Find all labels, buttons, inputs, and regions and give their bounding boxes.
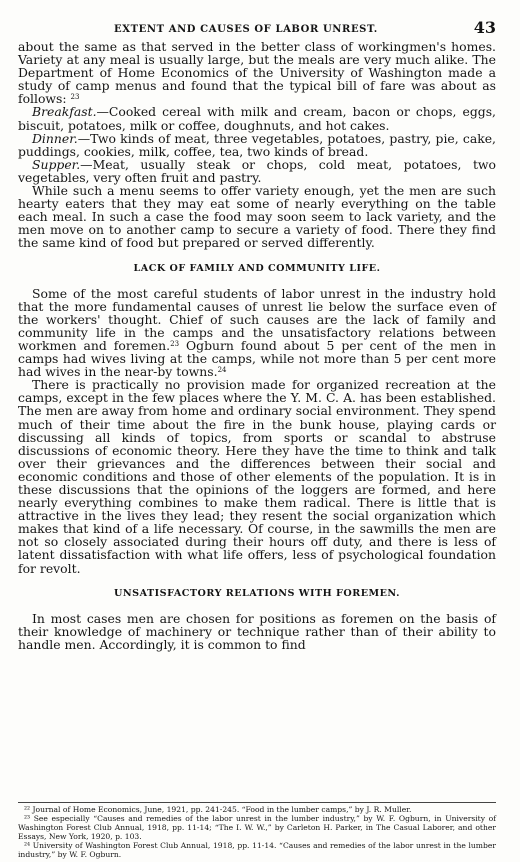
footnote-ref: 23 <box>70 93 80 102</box>
intro-paragraph <box>18 40 496 105</box>
meal-name: Supper. <box>32 156 81 172</box>
footnote-ref: 24 <box>217 366 227 375</box>
meal-items: —Meat, usually steak or chops, cold meat, potatoes, two vegetables, very often fruit and pastry. <box>18 156 496 185</box>
menu-dinner <box>18 132 496 158</box>
foremen-paragraph-1: In most cases men are chosen for positions as foremen on the basis of their knowledge of machinery or technique rather than of their ability to handle men. Accordingly, it is common to find <box>18 610 496 652</box>
body-text <box>18 40 496 651</box>
running-head: EXTENT AND CAUSES OF LABOR UNREST. <box>114 24 378 35</box>
section-heading-family: LACK OF FAMILY AND COMMUNITY LIFE. <box>133 262 381 274</box>
meal-name: Breakfast. <box>32 104 97 120</box>
family-paragraph-2: There is practically no provision made for organized recreation at the camps, except in the few places where the Y. M. C. A. has been established. The men are away from home and ordinary social environment. They spend much of their time about the fire in the bunk house, playing cards or discussing all kinds of topics, from sports or scandal to abstruse discussions of economic theory. Here they have the time to think and talk over their grievances and the differences between their social and economic conditions and those of other elements of the population. It is in these discussions that the opinions of the loggers are formed, and here nearly everything combines to make them radical. There is little that is attractive in the lives they lead; they resent the social organization which makes that kind of a life necessary. Of course, in the sawmills the men are not so closely associated during their hours off duty, and there is less of latent dissatisfaction with what life offers, less of psychological foundation for revolt. <box>18 377 496 576</box>
footnote-ref: 23 <box>170 339 180 348</box>
family-paragraph-1 <box>18 287 496 379</box>
menu-breakfast <box>18 105 496 131</box>
footnotes <box>18 802 496 860</box>
section-heading-foremen: UNSATISFACTORY RELATIONS WITH FOREMEN. <box>114 587 400 599</box>
meal-items: —Cooked cereal with milk and cream, bacon or chops, eggs, biscuit, potatoes, milk or coffee, doughnuts, and hot cakes. <box>18 104 496 133</box>
intro-text: about the same as that served in the better class of workingmen's homes. Variety at any meal is usually large, but the meals are very much alike. The Department of Home Economics of the University of Washington made a study of camp menus and found that the typical bill of fare was about as follows: <box>18 39 496 107</box>
footnote: ²³ See especially “Causes and remedies of the labor unrest in the lumber industry,” by W. F. Ogburn, in University of Washington Forest Club Annual, 1918, pp. 11-14; “The I. W. W.,” by Carleton H. Parker, in The Casual Laborer, and other Essays, New York, 1920, p. 103. <box>18 814 496 842</box>
variety-paragraph: While such a menu seems to offer variety enough, yet the men are such hearty eaters that they may eat some of nearly everything on the table each meal. In such a case the food may soon seem to lack variety, and the men move on to another camp to secure a variety of food. There they find the same kind of food but prepared or served differently. <box>18 183 496 251</box>
family-text-b: Ogburn found about 5 per cent of the men in camps had wives living at the camps, while not more than 5 per cent more had wives in the near-by towns. <box>18 337 496 380</box>
meal-items: —Two kinds of meat, three vegetables, potatoes, pastry, pie, cake, puddings, cookies, milk, coffee, tea, two kinds of bread. <box>18 130 496 159</box>
family-text-a: Some of the most careful students of labor unrest in the industry hold that the more fundamental causes of unrest lie below the surface even of the workers' thought. Chief of such causes are the lack of family and community life in the camps and the unsatisfactory relations between workmen and foremen. <box>18 285 496 353</box>
menu-supper <box>18 158 496 184</box>
meal-name: Dinner. <box>32 130 78 146</box>
footnote: ²⁴ University of Washington Forest Club Annual, 1918, pp. 11-14. “Causes and remedies of the labor unrest in the lumber industry,” by W. F. Ogburn. <box>18 841 496 860</box>
page-header <box>18 14 496 40</box>
footnote: ²² Journal of Home Economics, June, 1921, pp. 241-245. “Food in the lumber camps,” by J. R. Muller. <box>24 805 412 814</box>
page-number: 43 <box>473 18 496 37</box>
